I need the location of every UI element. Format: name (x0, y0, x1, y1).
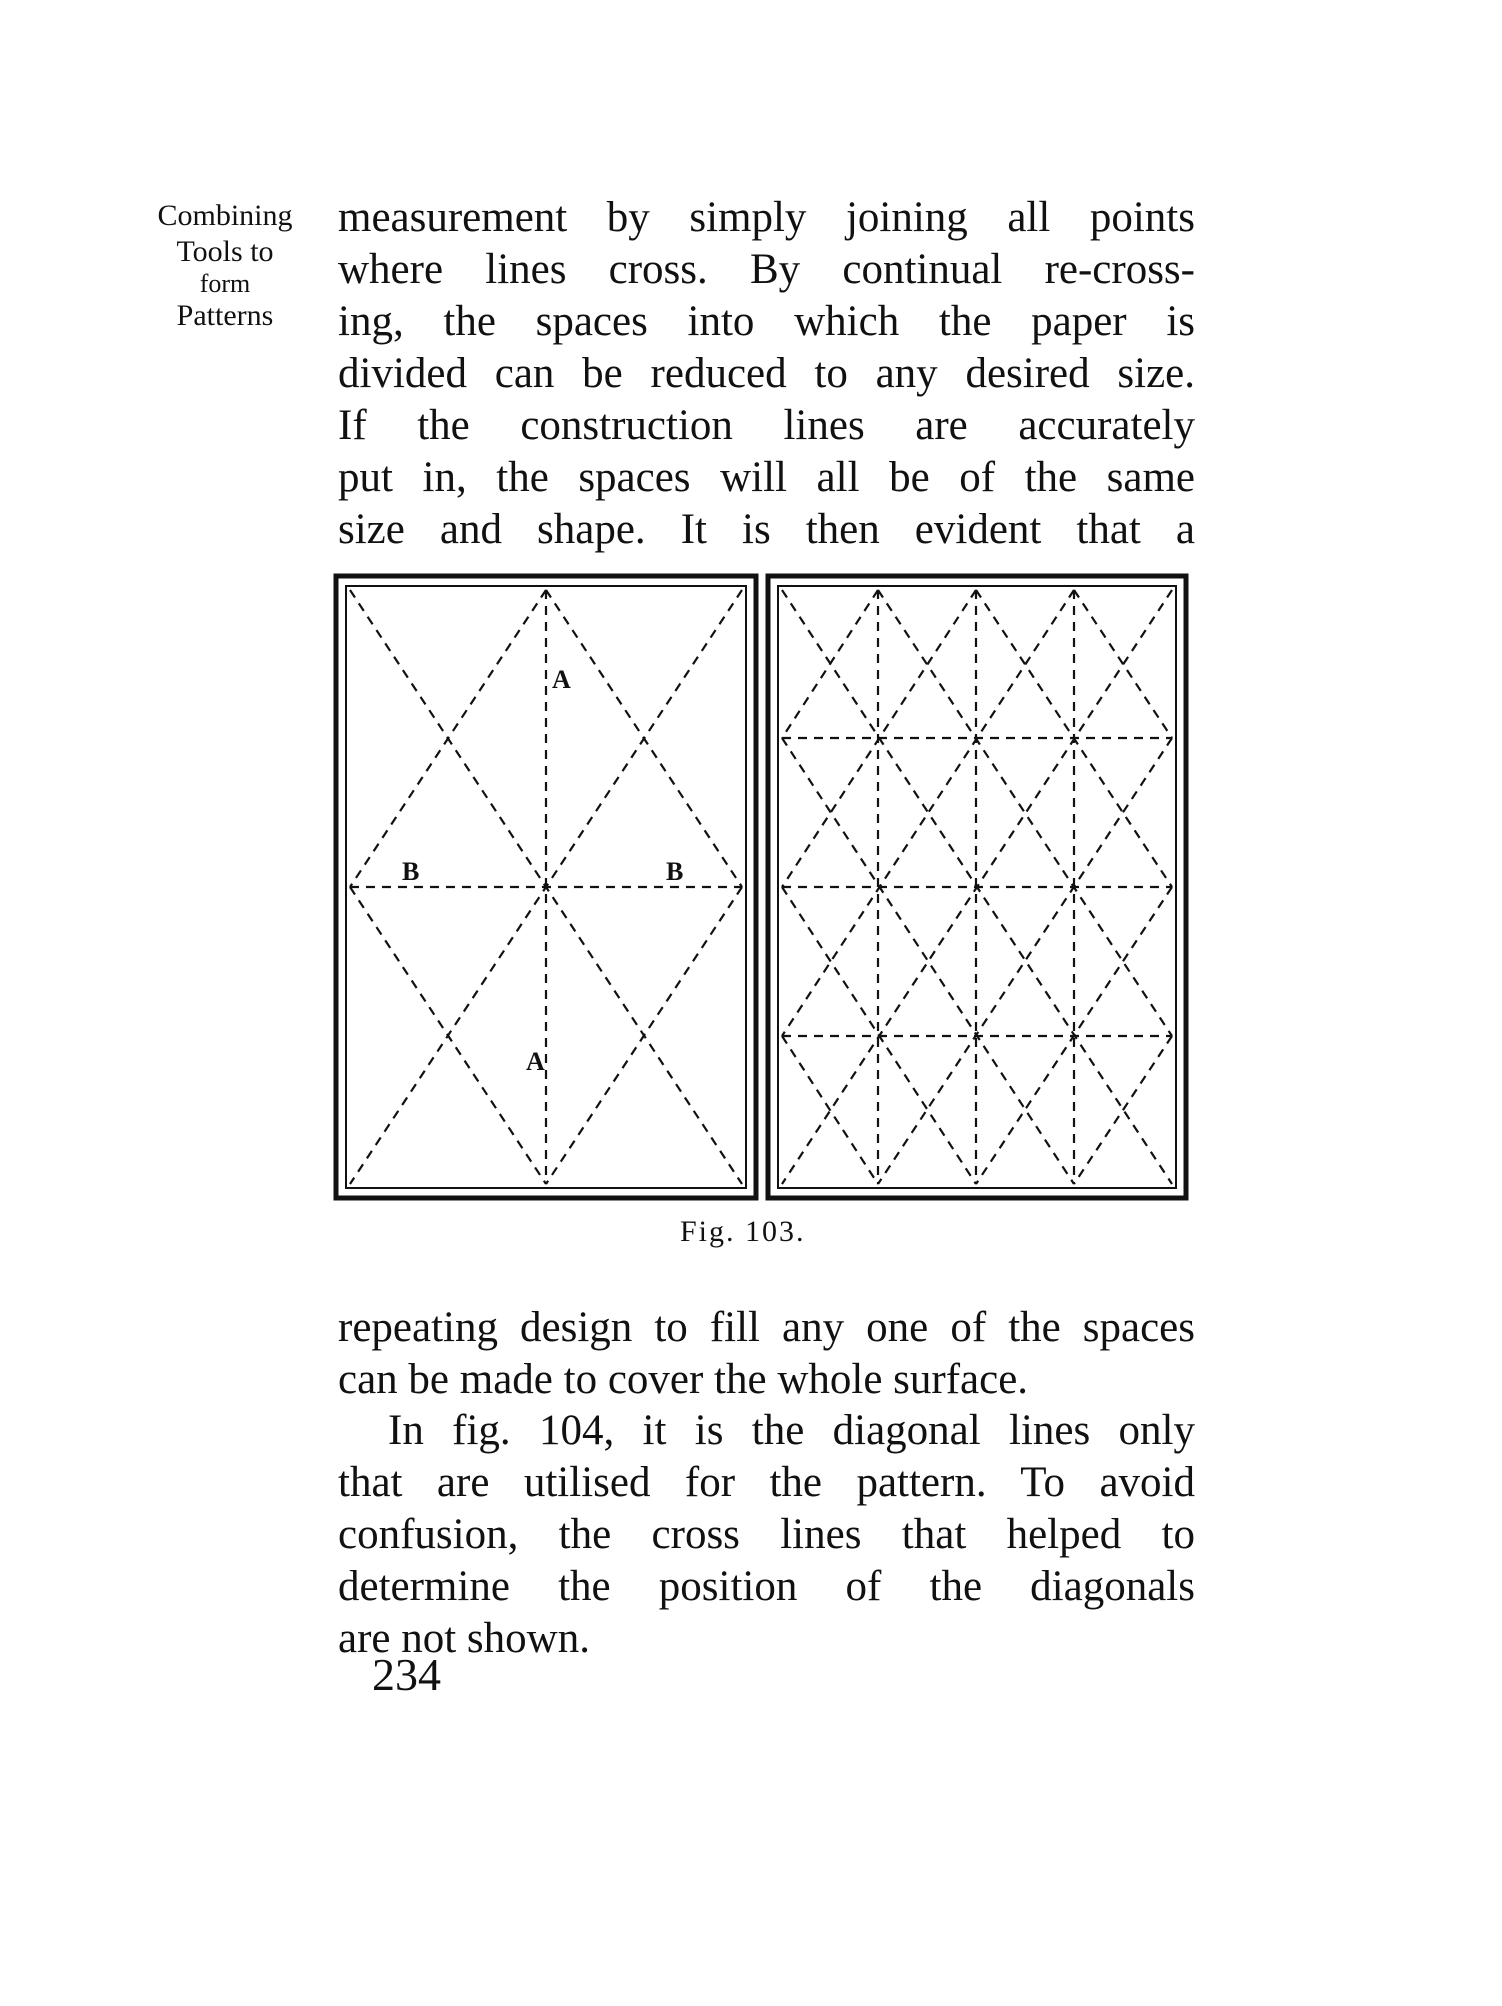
margin-note (130, 198, 320, 334)
label-b-left: B (402, 857, 420, 886)
paragraph-continuation (338, 1302, 1195, 1406)
margin-note-line: form (199, 269, 251, 298)
left-panel (336, 576, 756, 1198)
text-line: put in, the spaces will all be of the same (338, 454, 1195, 501)
label-b-right: B (666, 857, 684, 886)
figure-103-diagram (330, 570, 1190, 1210)
text-line: divided can be reduced to any desired size. (338, 350, 1195, 397)
label-a-bottom: A (526, 1047, 545, 1076)
paragraph-body-top (338, 192, 1195, 556)
text-line: measurement by simply joining all points (338, 194, 1195, 241)
text-line: In fig. 104, it is the diagonal lines only (388, 1407, 1195, 1454)
text-line: are not shown. (338, 1615, 590, 1662)
page-number: 234 (372, 1649, 441, 1700)
text-line: confusion, the cross lines that helped to (338, 1511, 1195, 1558)
right-panel (768, 576, 1186, 1198)
figure-caption: Fig. 103. (680, 1215, 806, 1248)
text-line: that are utilised for the pattern. To avoid (338, 1459, 1195, 1506)
text-line: where lines cross. By continual re-cross- (338, 246, 1195, 293)
paragraph-fig-104 (338, 1405, 1195, 1665)
text-line: ing, the spaces into which the paper is (338, 298, 1195, 345)
text-line: If the construction lines are accurately (338, 402, 1195, 449)
text-line: repeating design to fill any one of the spaces (338, 1304, 1195, 1351)
margin-note-line: Combining (157, 199, 293, 232)
text-line: can be made to cover the whole surface. (338, 1356, 1029, 1403)
text-line: determine the position of the diagonals (338, 1563, 1195, 1610)
margin-note-line: Patterns (176, 299, 274, 332)
label-a-top: A (552, 665, 571, 694)
text-line: size and shape. It is then evident that a (338, 506, 1195, 553)
margin-note-line: Tools to (176, 235, 274, 268)
